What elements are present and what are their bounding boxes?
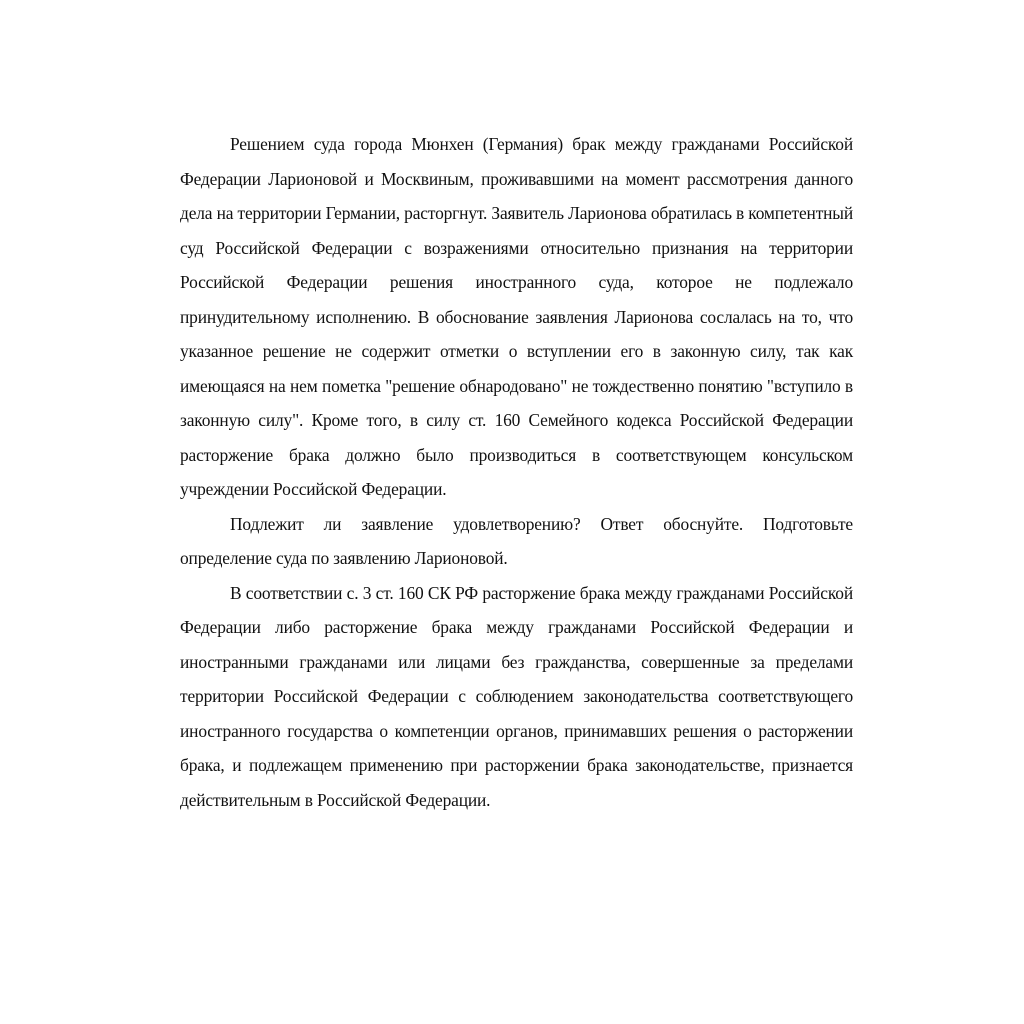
paragraph-case-facts: Решением суда города Мюнхен (Германия) брак между гражданами Российской Федерации Ларионовой и Москвиным, проживавшими на момент рассмотрения данного дела на территории Германии, расторгнут. Заявитель Ларионова обратилась в компетентный суд Российской Федерации с возражениями относительно признания на территории Российской Федерации решения иностранного суда, которое не подлежало принудительному исполнению. В обоснование заявления Ларионова сослалась на то, что указанное решение не содержит отметки о вступлении его в законную силу, так как имеющаяся на нем пометка "решение обнародовано" не тождественно понятию "вступило в законную силу". Кроме того, в силу ст. 160 Семейного кодекса Российской Федерации расторжение брака должно было производиться в соответствующем консульском учреждении Российской Федерации. bbox=[180, 134, 853, 499]
paragraph-question: Подлежит ли заявление удовлетворению? Ответ обоснуйте. Подготовьте определение суда по заявлению Ларионовой. bbox=[180, 513, 853, 568]
document-body bbox=[180, 127, 853, 817]
paragraph-answer: В соответствии с. 3 ст. 160 СК РФ расторжение брака между гражданами Российской Федерации либо расторжение брака между гражданами Российской Федерации и иностранными гражданами или лицами без гражданства, совершенные за пределами территории Российской Федерации с соблюдением законодательства соответствующего иностранного государства о компетенции органов, принимавших решения о расторжении брака, и подлежащем применению при расторжении брака законодательстве, признается действительным в Российской Федерации. bbox=[180, 582, 853, 810]
